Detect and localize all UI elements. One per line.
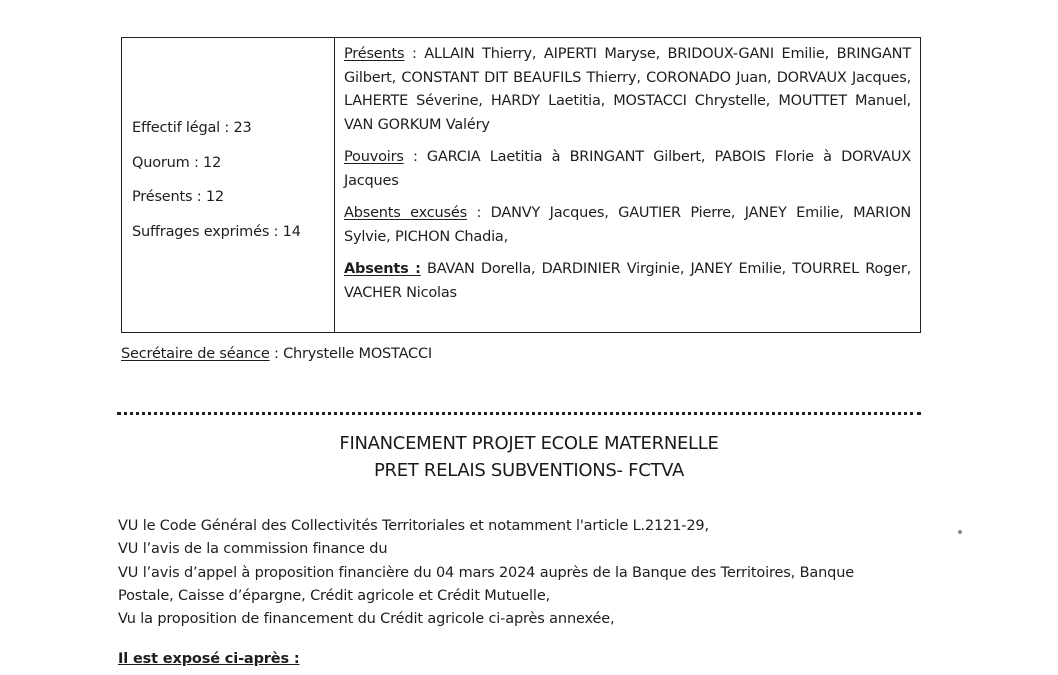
secretary-line: [121, 346, 432, 362]
body-line: VU l’avis de la commission finance du: [118, 541, 388, 558]
section-title-line2: PRET RELAIS SUBVENTIONS- FCTVA: [373, 460, 685, 481]
presents-label: Présents: [344, 46, 405, 62]
suffrages-exprimes: Suffrages exprimés : 14: [132, 223, 301, 240]
presents-names: : ALLAIN Thierry, AIPERTI Maryse, BRIDOUX-GANI Emilie, BRINGANT Gilbert, CONSTANT DIT BEAUFILS Thierry, CORONADO Juan, DORVAUX Jacques, LAHERTE Séverine, HARDY Laetitia, MOSTACCI Chrystelle, MOUTTET Manuel, VAN GORKUM Valéry: [344, 46, 911, 133]
absents-block: [344, 258, 911, 305]
pouvoirs-label: Pouvoirs: [344, 149, 404, 165]
absents-excuses-names: : DANVY Jacques, GAUTIER Pierre, JANEY Emilie, MARION Sylvie, PICHON Chadia,: [344, 205, 911, 245]
secretary-name: : Chrystelle MOSTACCI: [269, 346, 432, 362]
paragraph-gap: [118, 631, 928, 648]
absents-label: Absents :: [344, 261, 421, 277]
attendance-list: [335, 38, 920, 332]
expose-heading: Il est exposé ci-après :: [118, 651, 300, 668]
body-line: Vu la proposition de financement du Crédit agricole ci-après annexée,: [118, 611, 615, 628]
section-title-line1: FINANCEMENT PROJET ECOLE MATERNELLE: [339, 433, 719, 454]
body-line: VU l’avis d’appel à proposition financière du 04 mars 2024 auprès de la Banque des Territoires, Banque: [118, 564, 855, 581]
attendance-table: [121, 37, 921, 333]
quorum-stats: [122, 38, 335, 332]
absents-names: BAVAN Dorella, DARDINIER Virginie, JANEY Emilie, TOURREL Roger, VACHER Nicolas: [344, 261, 912, 301]
presents-block: [344, 43, 911, 137]
dotted-separator: [117, 412, 921, 415]
scan-speck: [958, 530, 962, 534]
pouvoirs-names: : GARCIA Laetitia à BRINGANT Gilbert, PABOIS Florie à DORVAUX Jacques: [344, 149, 911, 189]
effectif-legal: Effectif légal : 23: [132, 120, 252, 136]
presents-count: Présents : 12: [132, 189, 224, 205]
deliberation-body: [118, 515, 928, 672]
secretary-label: Secrétaire de séance: [121, 346, 270, 362]
body-line: VU le Code Général des Collectivités Territoriales et notamment l'article L.2121-29,: [118, 518, 709, 534]
absents-excuses-label: Absents excusés: [344, 205, 467, 221]
absents-excuses-block: [344, 202, 911, 249]
quorum: Quorum : 12: [132, 154, 222, 171]
body-line: Postale, Caisse d’épargne, Crédit agricole et Crédit Mutuelle,: [118, 587, 551, 604]
pouvoirs-block: [344, 146, 911, 193]
